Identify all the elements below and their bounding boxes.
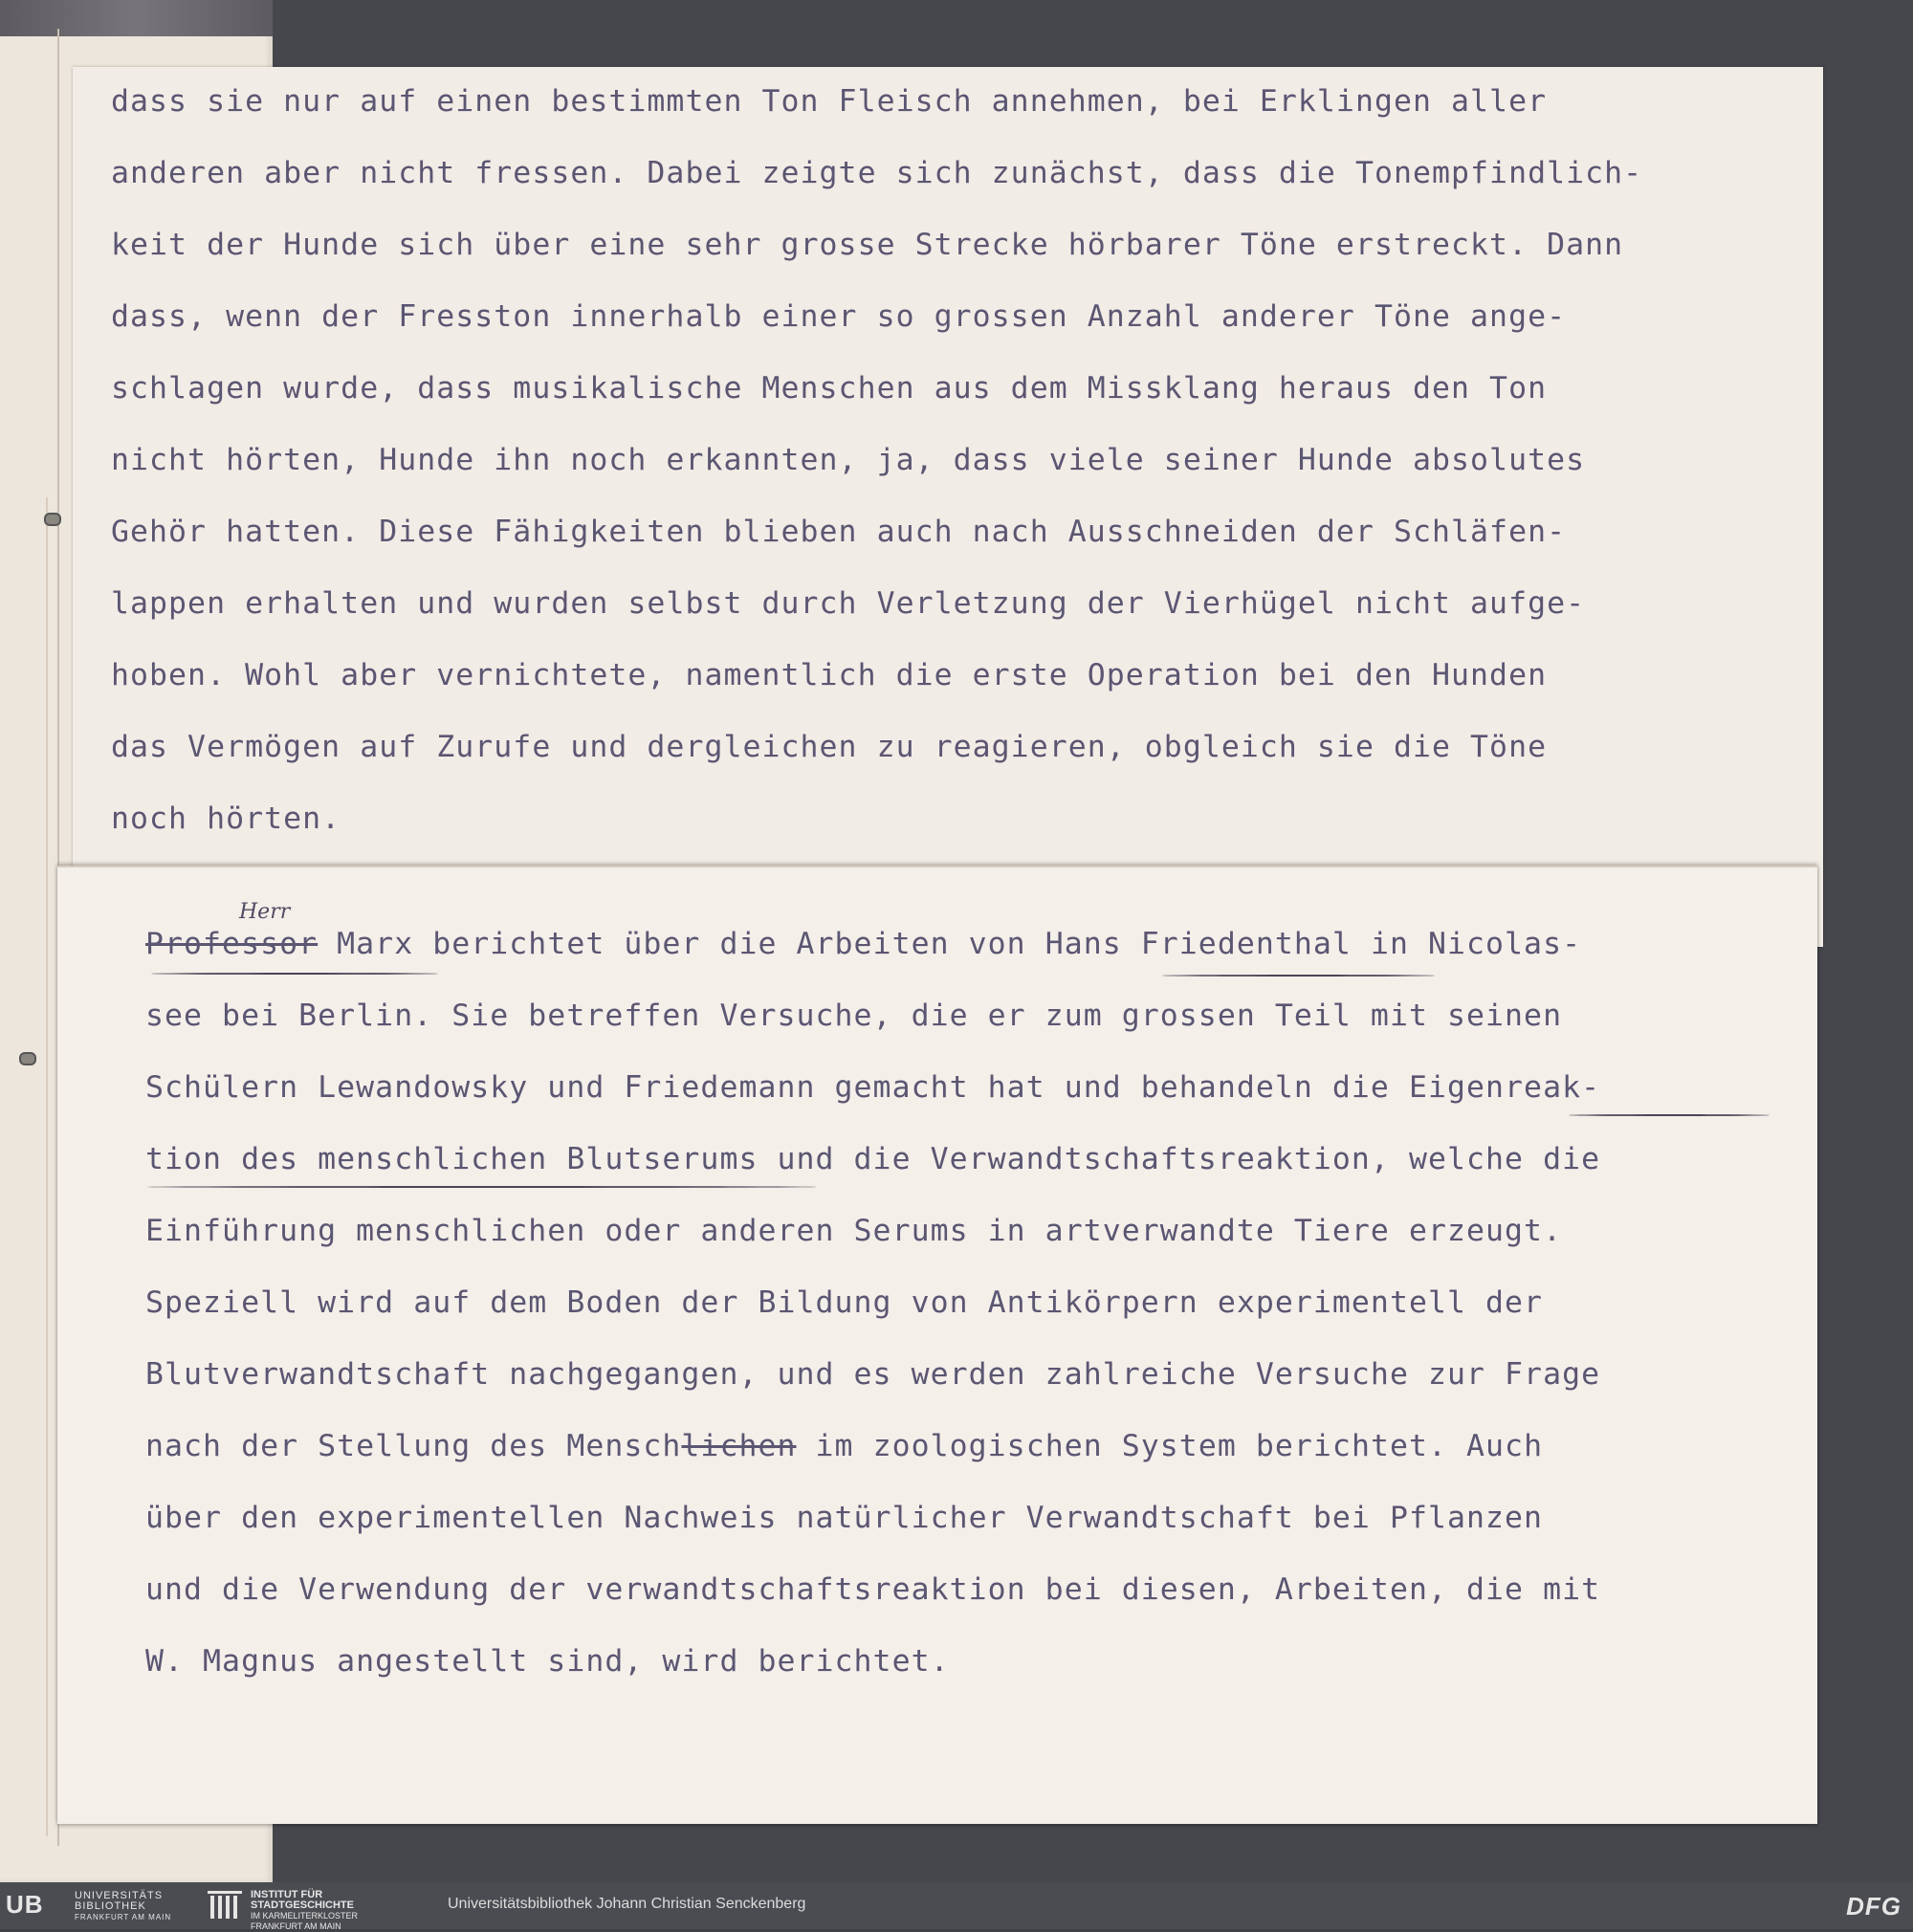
text-line: über den experimentellen Nachweis natürlicher Verwandtschaft bei Pflanzen [145,1501,1544,1535]
pencil-underline [1569,1114,1770,1116]
handwritten-insert: Herr [239,900,291,924]
sheet-edge [46,497,48,1836]
struck-word: lichen [681,1429,797,1463]
text-line: Blutverwandtschaft nachgegangen, und es werden zahlreiche Versuche zur Frage [145,1357,1601,1392]
ub-name-line: FRANKFURT AM MAIN [75,1913,172,1921]
isg-columns-icon [206,1889,244,1921]
text-line: dass, wenn der Fresston innerhalb einer so grossen Anzahl anderer Töne ange- [111,299,1567,334]
text-line: dass sie nur auf einen bestimmten Ton Fleisch annehmen, bei Erklingen aller [111,84,1548,119]
text-segment: nach der Stellung des [145,1429,567,1463]
isg-name-line: IM KARMELITERKLOSTER [251,1911,359,1921]
corrected-word: Mensch [566,1429,682,1463]
isg-name-line: INSTITUT FÜR [251,1889,323,1900]
binding-cord [0,0,273,36]
text-line: W. Magnus angestellt sind, wird berichtet. [145,1644,950,1679]
isg-name-line: STADTGESCHICHTE [251,1899,354,1911]
text-line: Schülern Lewandowsky und Friedemann gemacht hat und behandeln die Eigenreak- [145,1070,1601,1105]
text-segment: im zoologischen System berichtet. Auch [796,1429,1544,1463]
text-line: das Vermögen auf Zurufe und dergleichen zu reagieren, obgleich sie die Töne [111,730,1548,764]
text-segment: Marx berichtet über die Arbeiten von Hans Friedenthal in Nicolas- [318,927,1582,961]
dfg-logo: DFG [1846,1892,1902,1921]
text-line: nicht hörten, Hunde ihn noch erkannten, ja, dass viele seiner Hunde absolutes [111,443,1586,477]
struck-word: Professor [145,927,319,961]
ub-logo: UB [6,1890,44,1919]
text-line: schlagen wurde, dass musikalische Menschen aus dem Missklang heraus den Ton [111,371,1548,406]
text-line: Einführung menschlichen oder anderen Serums in artverwandte Tiere erzeugt. [145,1214,1563,1248]
binding-clip [44,513,61,526]
typed-sheet-lower [57,866,1817,1824]
footer-bar [0,1882,1913,1929]
typed-sheet-upper [73,67,1823,947]
library-credit: Universitätsbibliothek Johann Christian Senckenberg [448,1896,806,1912]
ub-name [75,1891,171,1922]
text-line: anderen aber nicht fressen. Dabei zeigte sich zunächst, dass die Tonempfindlich- [111,156,1643,190]
ub-name-line: BIBLIOTHEK [75,1900,146,1912]
pencil-underline [147,1186,817,1188]
isg-name-line: FRANKFURT AM MAIN [251,1921,341,1931]
ub-name-line: UNIVERSITÄTS [75,1890,164,1901]
text-line: Gehör hatten. Diese Fähigkeiten blieben auch nach Ausschneiden der Schläfen- [111,515,1567,549]
pencil-underline [151,973,438,975]
isg-name [251,1890,358,1932]
text-line: hoben. Wohl aber vernichtete, namentlich die erste Operation bei den Hunden [111,658,1548,692]
pencil-underline [1162,975,1435,977]
text-line: lappen erhalten und wurden selbst durch Verletzung der Vierhügel nicht aufge- [111,586,1586,621]
text-line: und die Verwendung der verwandtschaftsreaktion bei diesen, Arbeiten, die mit [145,1572,1601,1607]
text-line [145,1429,1543,1463]
text-line: noch hörten. [111,801,341,836]
binding-clip [19,1052,36,1065]
text-line: see bei Berlin. Sie betreffen Versuche, die er zum grossen Teil mit seinen [145,999,1563,1033]
text-line: tion des menschlichen Blutserums und die Verwandtschaftsreaktion, welche die [145,1142,1601,1176]
text-line: keit der Hunde sich über eine sehr grosse Strecke hörbarer Töne erstreckt. Dann [111,228,1624,262]
text-line [145,927,1581,961]
text-line: Speziell wird auf dem Boden der Bildung von Antikörpern experimentell der [145,1285,1544,1320]
